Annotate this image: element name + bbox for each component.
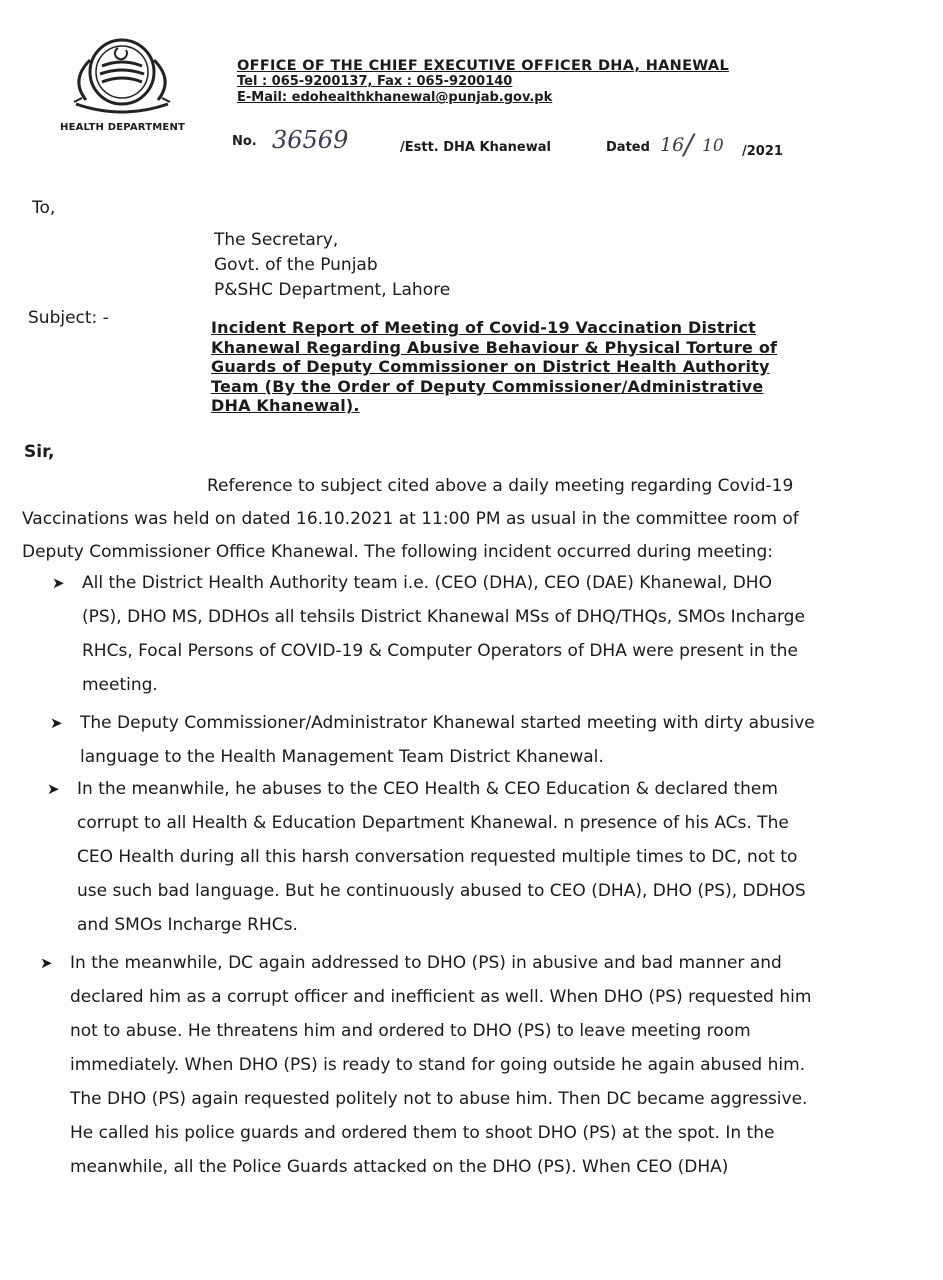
office-email: E-Mail: edohealthkhanewal@punjab.gov.pk (237, 90, 553, 105)
department-label: HEALTH DEPARTMENT (60, 122, 186, 133)
bullet-line: RHCs, Focal Persons of COVID-19 & Computer Operators of DHA were present in the (82, 641, 798, 661)
recipient-line: Govt. of the Punjab (214, 255, 378, 275)
bullet-line: meeting. (82, 675, 158, 695)
date-separator: / (684, 128, 694, 161)
office-tel-fax: Tel : 065-9200137, Fax : 065-9200140 (237, 74, 513, 89)
date-day: 16 (660, 134, 685, 156)
bullet-line: All the District Health Authority team i.e. (CEO (DHA), CEO (DAE) Khanewal, DHO (82, 573, 772, 593)
bullet-line: and SMOs Incharge RHCs. (77, 915, 298, 935)
reference-estt: /Estt. DHA Khanewal (400, 140, 551, 155)
bullet-line: In the meanwhile, DC again addressed to DHO (PS) in abusive and bad manner and (70, 953, 782, 973)
bullet-line: In the meanwhile, he abuses to the CEO Health & CEO Education & declared them (77, 779, 778, 799)
subject-line: Team (By the Order of Deputy Commissioner/Administrative (211, 376, 764, 396)
date-month: 10 (702, 136, 724, 156)
health-department-logo (52, 30, 192, 116)
bullet-item (47, 772, 885, 942)
office-title: OFFICE OF THE CHIEF EXECUTIVE OFFICER DHA, HANEWAL (237, 58, 729, 74)
office-header (237, 58, 729, 106)
recipient-line: P&SHC Department, Lahore (214, 280, 451, 300)
bullet-line: CEO Health during all this harsh conversation requested multiple times to DC, not to (77, 847, 798, 867)
subject-line: Guards of Deputy Commissioner on District Health Authority (211, 357, 770, 376)
subject-line: Khanewal Regarding Abusive Behaviour & Physical Torture of (211, 337, 778, 357)
bullet-arrow-icon: ➤ (50, 714, 63, 732)
subject-label: Subject: - (28, 308, 109, 328)
intro-line: Vaccinations was held on dated 16.10.2021 at 11:00 PM as usual in the committee room of (22, 509, 799, 529)
subject-line: DHA Khanewal). (211, 396, 360, 415)
bullet-line: (PS), DHO MS, DDHOs all tehsils District Khanewal MSs of DHQ/THQs, SMOs Incharge (82, 607, 805, 627)
bullet-line: The DHO (PS) again requested politely not to abuse him. Then DC became aggressive. (70, 1089, 808, 1109)
bullet-line: meanwhile, all the Police Guards attacked on the DHO (PS). When CEO (DHA) (70, 1157, 729, 1177)
subject-line: Incident Report of Meeting of Covid-19 Vaccination District (211, 318, 757, 337)
bullet-item (40, 946, 885, 1184)
intro-line: Reference to subject cited above a daily meeting regarding Covid-19 (207, 476, 794, 496)
salutation: Sir, (24, 442, 55, 462)
bullet-arrow-icon: ➤ (52, 574, 65, 592)
intro-line: Deputy Commissioner Office Khanewal. The following incident occurred during meeting: (22, 542, 774, 562)
bullet-line: immediately. When DHO (PS) is ready to stand for going outside he again abused him. (70, 1055, 806, 1075)
subject-text (211, 318, 851, 416)
recipient-line: The Secretary, (214, 230, 339, 250)
bullet-line: not to abuse. He threatens him and ordered to DHO (PS) to leave meeting room (70, 1021, 751, 1041)
bullet-line: language to the Health Management Team District Khanewal. (80, 747, 604, 767)
recipient-address (214, 228, 450, 303)
bullet-arrow-icon: ➤ (40, 954, 53, 972)
bullet-line: The Deputy Commissioner/Administrator Khanewal started meeting with dirty abusive (80, 713, 815, 733)
reference-row (232, 128, 812, 164)
to-label: To, (32, 198, 56, 218)
bullet-arrow-icon: ➤ (47, 780, 60, 798)
dated-label: Dated (606, 140, 650, 155)
reference-no-label: No. (232, 134, 257, 149)
bullet-line: He called his police guards and ordered them to shoot DHO (PS) at the spot. In the (70, 1123, 775, 1143)
date-year: /2021 (742, 144, 783, 159)
bullet-line: corrupt to all Health & Education Department Khanewal. n presence of his ACs. The (77, 813, 789, 833)
reference-no-value: 36569 (272, 126, 349, 154)
intro-paragraph (22, 470, 884, 569)
bullet-line: declared him as a corrupt officer and inefficient as well. When DHO (PS) requested him (70, 987, 812, 1007)
bullet-item (52, 566, 882, 702)
bullet-item (50, 706, 884, 774)
bullet-line: use such bad language. But he continuously abused to CEO (DHA), DHO (PS), DDHOS (77, 881, 806, 901)
